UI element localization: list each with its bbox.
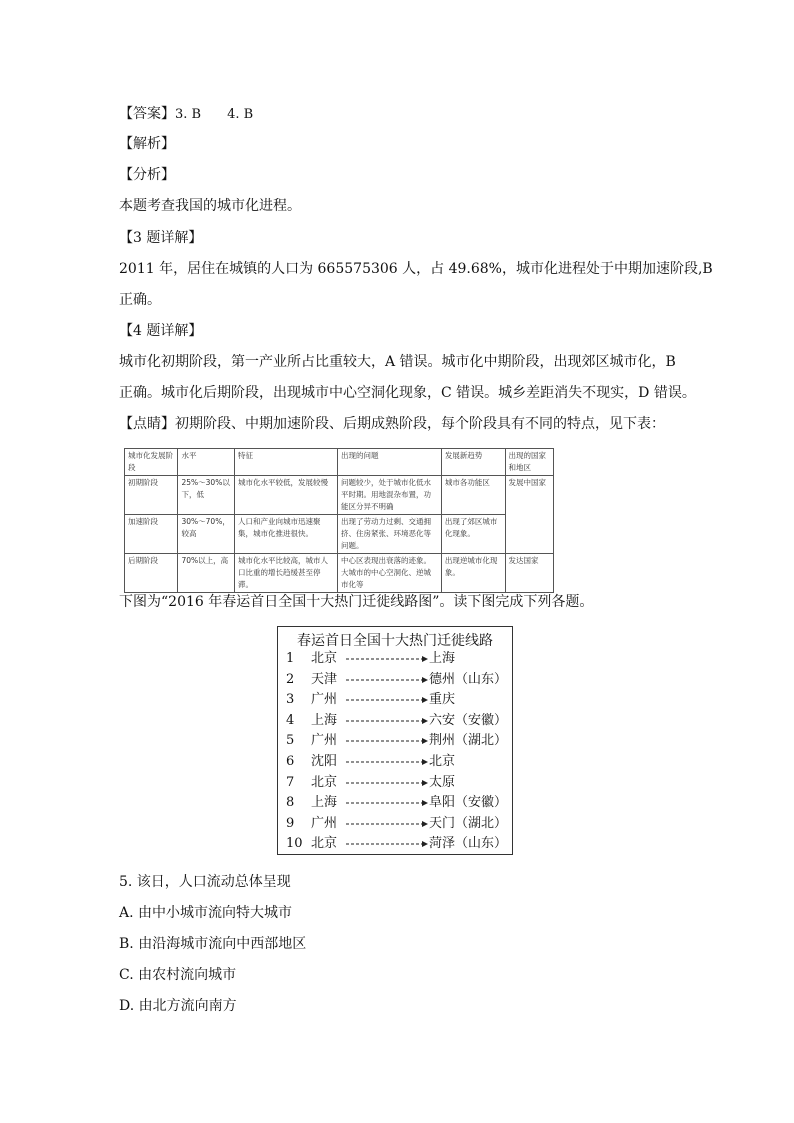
fenxi-heading: 【分析】 [119,167,175,183]
table-cell: 70%以上，高 [178,554,235,593]
table-cell: 发展中国家 [505,476,554,554]
dashed-arrow-icon [344,656,429,662]
table-cell: 后期阶段 [125,554,178,593]
route-origin: 天津 [311,671,338,687]
route-origin: 上海 [311,795,338,811]
route-origin: 广州 [311,692,338,708]
option-b: B. 由沿海城市流向中西部地区 [119,936,307,952]
route-destination: 太原 [429,774,456,790]
table-header-cell: 特征 [235,449,338,476]
route-number: 9 [286,815,295,831]
dashed-arrow-icon [344,677,429,683]
dashed-arrow-icon [344,800,429,806]
route-number: 5 [286,733,295,749]
route-destination: 重庆 [429,692,456,708]
dashed-arrow-icon [344,841,429,847]
route-destination: 上海 [429,651,456,666]
route-number: 2 [286,671,295,687]
table-row [125,554,554,593]
dashed-arrow-icon [344,697,429,703]
table-cell: 城市各功能区 [441,476,505,515]
route-origin: 北京 [311,836,338,852]
route-destination: 阜阳（安徽） [429,795,508,811]
table-header-cell: 城市化发展阶段 [125,449,178,476]
q3-line-2: 正确。 [119,292,161,308]
route-origin: 上海 [311,712,338,728]
q4-line-1: 城市化初期阶段，第一产业所占比重较大，A 错误。城市化中期阶段，出现郊区城市化，B [119,354,676,370]
dashed-arrow-icon [344,759,429,765]
dashed-arrow-icon [344,718,429,724]
table-cell: 出现逆城市化现象。 [441,554,505,593]
route-origin: 北京 [311,774,338,790]
route-origin: 广州 [311,733,338,749]
answer-label: 【答案】 [119,106,175,122]
q3-line-1: 2011 年，居住在城镇的人口为 665575306 人，占 49.68%，城市化进程处于中期加速阶段,B [119,261,713,277]
table-cell: 中心区表现出衰落的迹象。大城市的中心空洞化、逆城市化等 [337,554,441,593]
analysis-heading: 【解析】 [119,136,175,152]
route-number: 10 [286,836,303,852]
route-destination: 北京 [429,754,456,769]
route-destination: 六安（安徽） [429,712,508,728]
table-row [125,515,554,554]
route-destination: 菏泽（山东） [429,836,508,852]
question-5-stem: 5. 该日，人口流动总体呈现 [119,874,291,890]
route-number: 3 [286,692,295,708]
table-row [125,476,554,515]
route-number: 7 [286,774,295,790]
table-cell: 出现了郊区城市化现象。 [441,515,505,554]
option-d: D. 由北方流向南方 [119,998,237,1014]
table-header-cell: 出现的问题 [337,449,441,476]
map-intro-text: 下图为“2016 年春运首日全国十大热门迁徙线路图”。读下图完成下列各题。 [119,594,594,610]
route-origin: 沈阳 [311,754,338,769]
table-cell: 城市化水平比较高，城市人口比重的增长趋缓甚至停滞。 [235,554,338,593]
table-cell: 30%～70%，较高 [178,515,235,554]
route-number: 4 [286,712,295,728]
route-number: 6 [286,754,295,769]
route-destination: 荆州（湖北） [429,733,508,749]
table-cell: 加速阶段 [125,515,178,554]
table-cell: 人口和产业向城市迅速聚集，城市化推进很快。 [235,515,338,554]
dashed-arrow-icon [344,738,429,744]
route-origin: 北京 [311,651,338,666]
table-cell: 初期阶段 [125,476,178,515]
table-header-cell: 出现的国家和地区 [505,449,554,476]
table-cell: 发达国家 [505,554,554,593]
migration-route-figure [277,626,513,855]
option-c: C. 由农村流向城市 [119,967,237,983]
table-header-cell: 发展新趋势 [441,449,505,476]
dashed-arrow-icon [344,780,429,786]
route-destination: 德州（山东） [429,671,508,687]
table-cell: 问题较少，处于城市化低水平时期。用地混杂布置，功能区分异不明确 [337,476,441,515]
table-header-cell: 水平 [178,449,235,476]
intro-text: 本题考查我国的城市化进程。 [119,198,301,214]
route-figure-title: 春运首日全国十大热门迁徙线路 [297,633,493,649]
q4-line-2: 正确。城市化后期阶段，出现城市中心空洞化现象，C 错误。城乡差距消失不现实，D 错误。 [119,385,696,401]
q4-heading: 【4 题详解】 [119,323,203,339]
q3-heading: 【3 题详解】 [119,230,203,246]
table-cell: 城市化水平较低，发展较慢 [235,476,338,515]
route-number: 8 [286,795,295,811]
option-a: A. 由中小城市流向特大城市 [119,905,293,921]
stage-table [124,448,554,593]
dashed-arrow-icon [344,821,429,827]
answer-text: 3. B 4. B [175,107,254,122]
table-cell: 25%～30%以下，低 [178,476,235,515]
route-destination: 天门（湖北） [429,815,508,831]
table-header-row [125,449,554,476]
route-number: 1 [286,651,295,666]
route-origin: 广州 [311,815,338,831]
answer-line [119,104,253,125]
table-cell: 出现了劳动力过剩、交通拥挤、住房紧张、环境恶化等问题。 [337,515,441,554]
dianjing-text: 【点睛】初期阶段、中期加速阶段、后期成熟阶段，每个阶段具有不同的特点，见下表： [119,416,665,432]
